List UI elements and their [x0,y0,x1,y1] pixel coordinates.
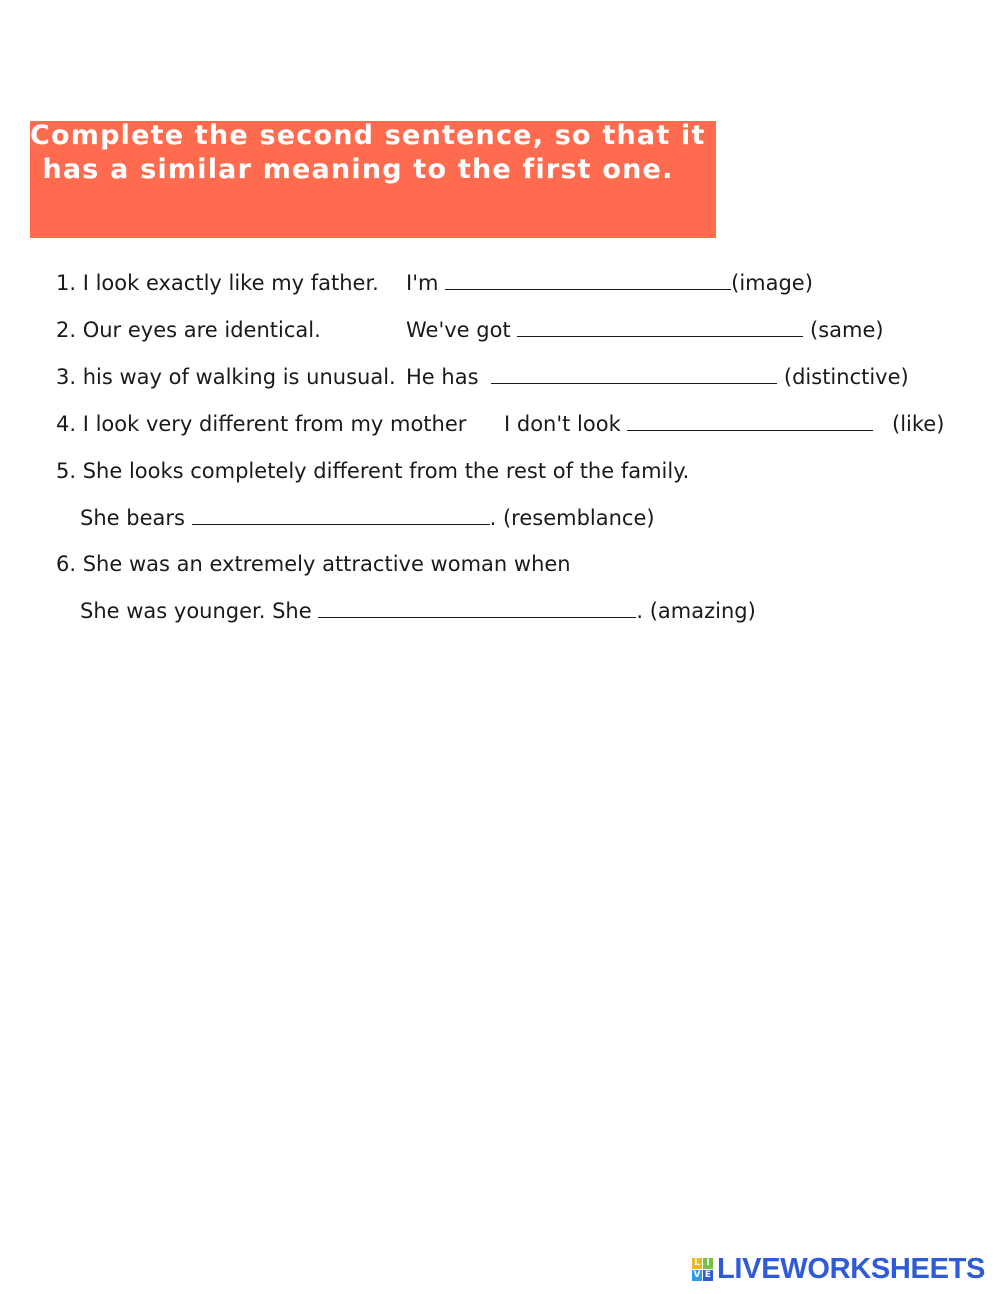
item-3-prompt: He has [406,365,479,389]
item-2-rewrite [406,317,884,343]
item-4-answer-blank[interactable] [627,412,873,431]
item-6-prompt: She was younger. She [80,599,312,623]
badge-letter-v: V [693,1269,701,1280]
item-6-rewrite [80,598,756,624]
liveworksheets-logo [692,1254,985,1284]
item-4-rewrite [504,411,873,437]
item-2-answer-blank[interactable] [517,318,803,337]
instruction-line-2: has a similar meaning to the first one. [42,154,674,185]
item-4-prompt: I don't look [504,412,621,436]
item-5-rewrite [80,505,655,531]
badge-letter-l: L [692,1258,702,1269]
badge-letter-i: I [703,1258,713,1269]
instruction-banner [30,121,716,238]
item-1-original: 1. I look exactly like my father. [56,271,379,295]
item-3-hint: (distinctive) [783,365,909,389]
item-5-original: 5. She looks completely different from the rest of the family. [56,459,690,483]
item-2-original: 2. Our eyes are identical. [56,318,321,342]
item-1-rewrite [406,270,813,296]
item-4-original: 4. I look very different from my mother [56,412,467,436]
item-1-hint: (image) [731,271,813,295]
item-6-original: 6. She was an extremely attractive woman when [56,552,571,576]
item-3-answer-blank[interactable] [491,365,777,384]
item-4-hint: (like) [892,412,945,436]
item-6-answer-blank[interactable] [318,599,636,618]
instruction-line-1: Complete the second sentence, so that it [30,120,706,151]
item-5-answer-blank[interactable] [192,506,490,525]
logo-text: LIVEWORKSHEETS [717,1252,986,1285]
item-2-hint: (same) [810,318,884,342]
item-5-hint: . (resemblance) [489,506,655,530]
logo-badge-icon [692,1258,713,1281]
item-2-prompt: We've got [406,318,511,342]
item-6-hint: . (amazing) [636,599,756,623]
item-3-original: 3. his way of walking is unusual. [56,365,396,389]
item-1-answer-blank[interactable] [445,271,731,290]
item-1-prompt: I'm [406,271,439,295]
item-3-rewrite [406,364,909,390]
item-5-prompt: She bears [80,506,185,530]
badge-letter-e: E [704,1269,712,1280]
